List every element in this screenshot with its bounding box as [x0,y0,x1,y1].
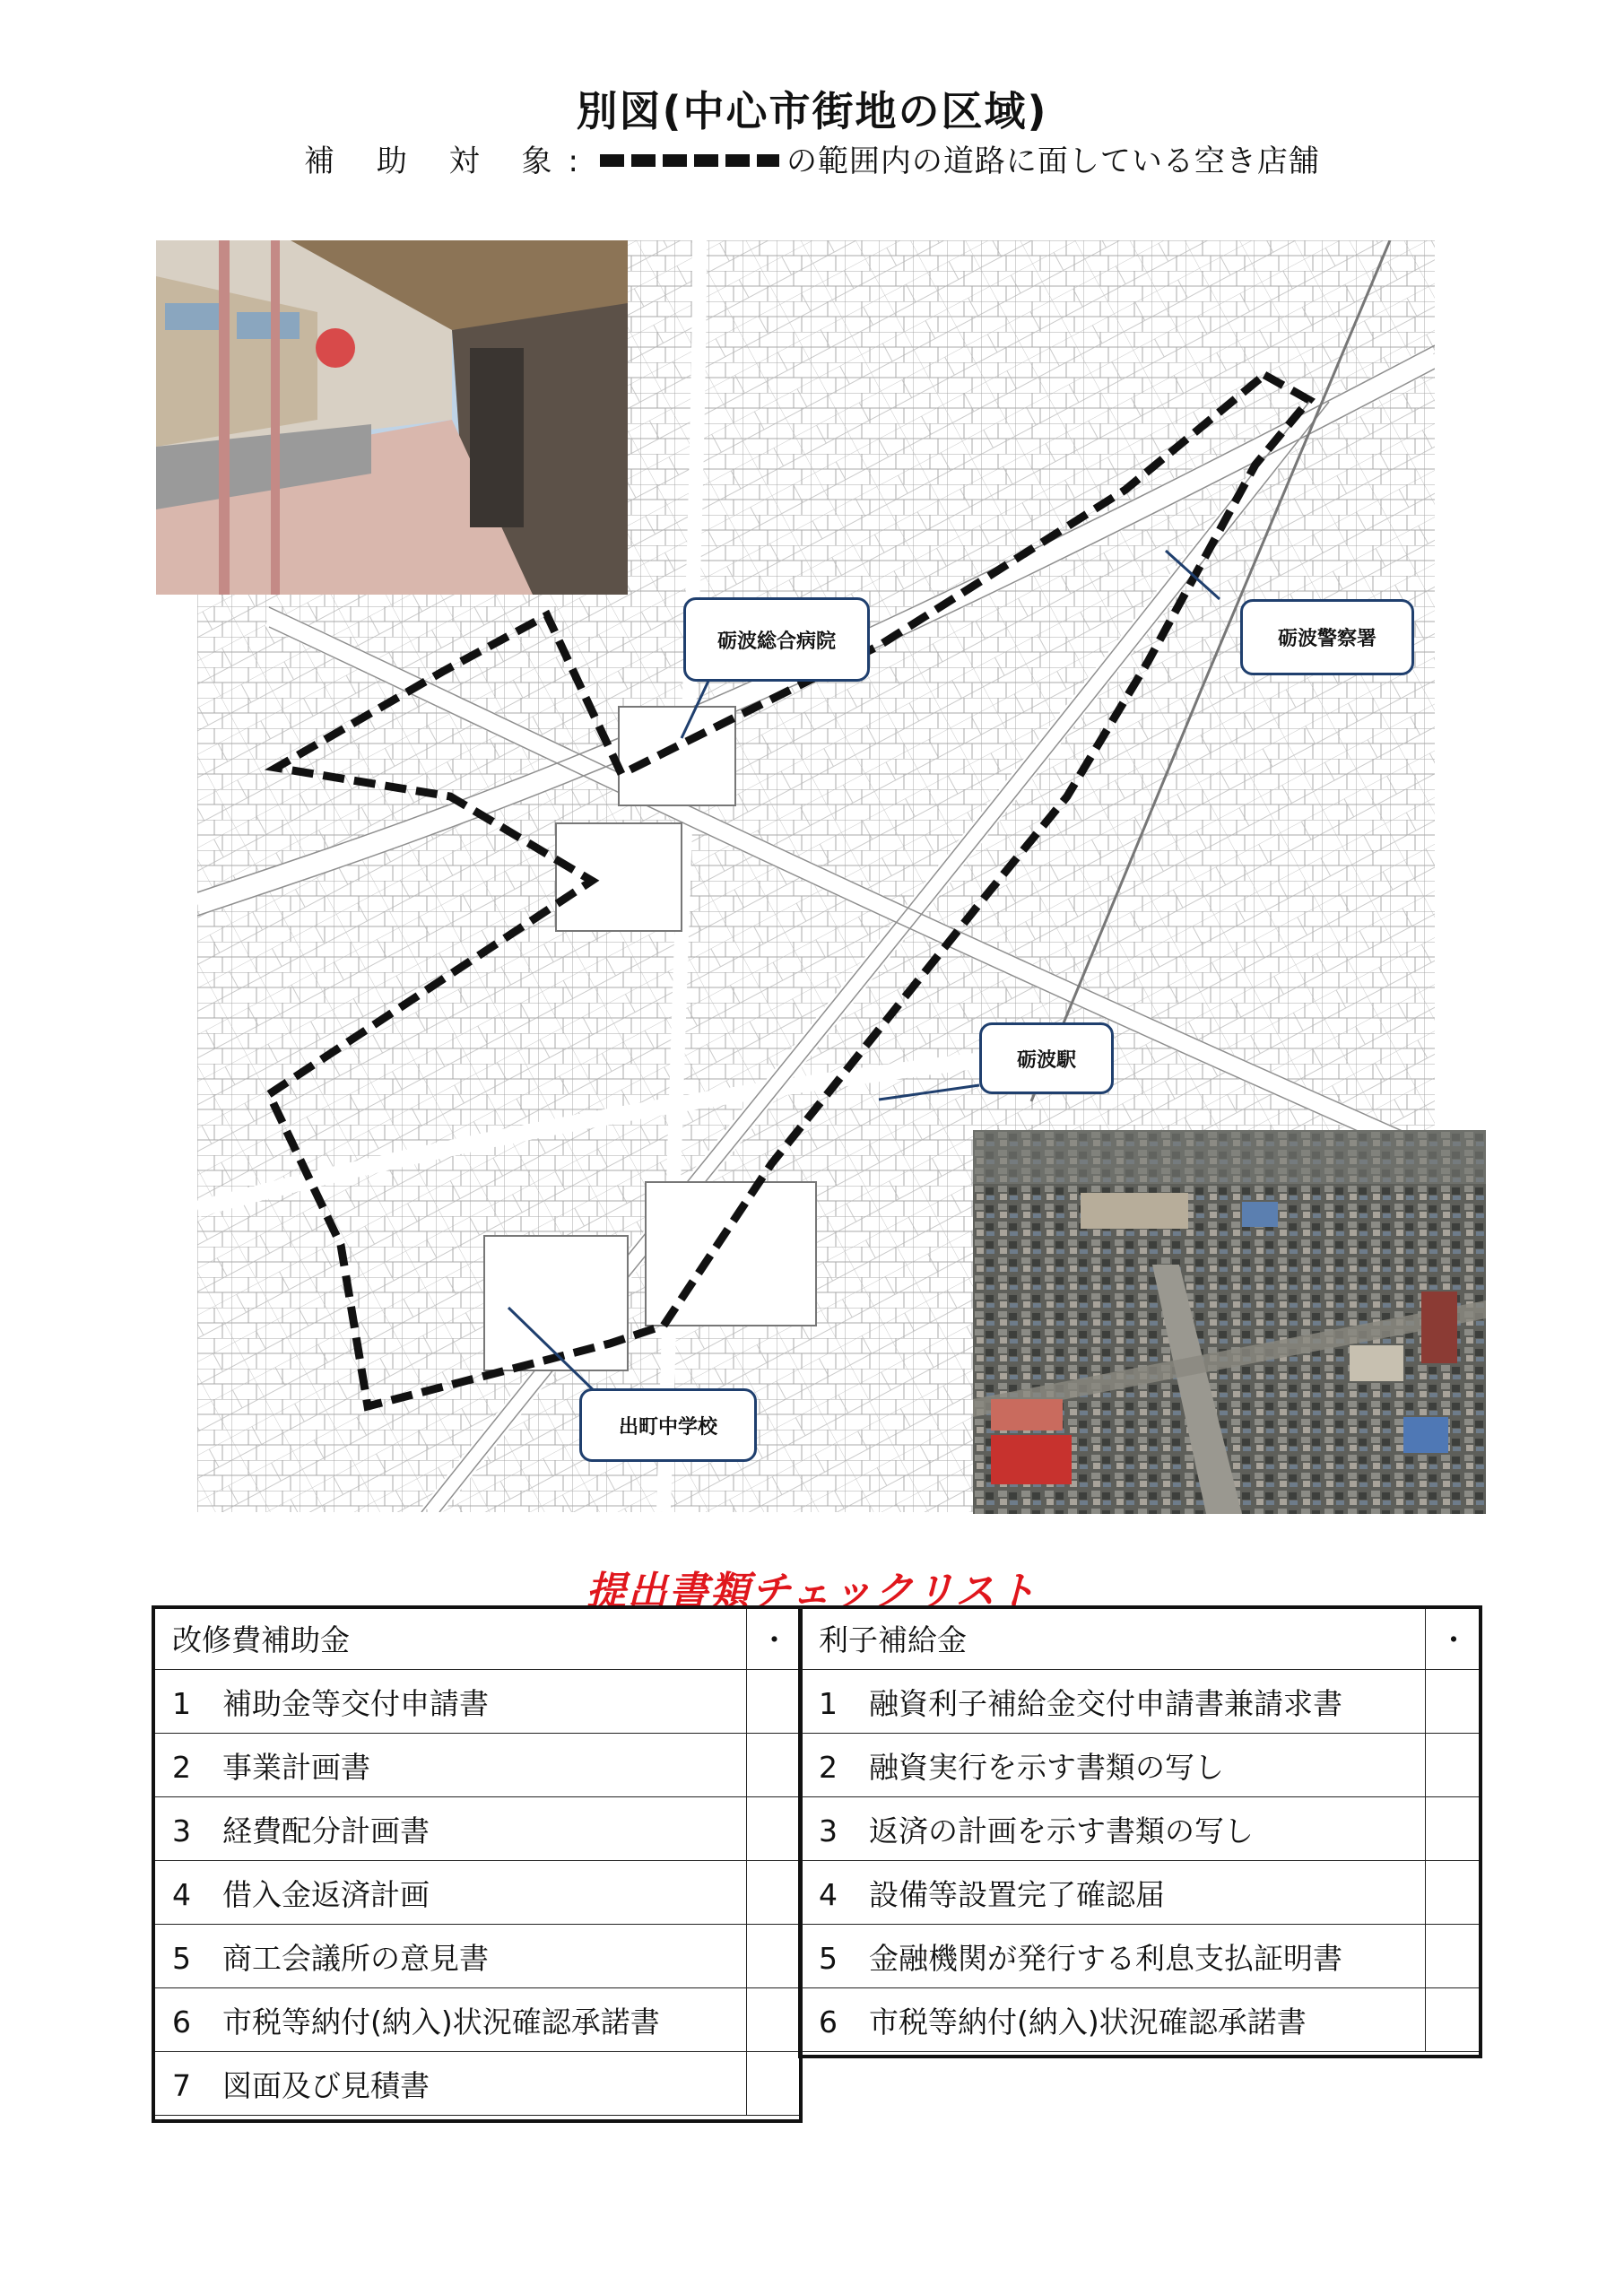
check-box[interactable] [747,1988,803,2052]
item-label: 借入金返済計画 [222,1876,430,1912]
check-box[interactable] [747,1861,803,1925]
checklist-right-table [798,1605,1482,2052]
table-row [799,1988,1482,2052]
check-box[interactable] [1426,1734,1482,1797]
table-header-row [152,1606,803,1670]
checklist-left-table [152,1605,803,2116]
item-number: 7 [172,2067,191,2103]
aerial-photo [973,1130,1486,1514]
check-box[interactable] [1426,1925,1482,1988]
table-row [152,1861,803,1925]
callout-station: 砺波駅 [979,1022,1114,1094]
right-check-header: ・ [1426,1606,1482,1670]
check-box[interactable] [747,1797,803,1861]
check-box[interactable] [1426,1861,1482,1925]
item-number: 2 [172,1749,191,1785]
table-row [799,1861,1482,1925]
dashed-line-legend-icon [600,154,779,167]
callout-police: 砺波警察署 [1240,599,1414,675]
checklist-title: 提出書類チェックリスト [586,1569,1038,1614]
check-box[interactable] [747,1925,803,1988]
item-label: 金融機関が発行する利息支払証明書 [869,1940,1342,1976]
check-box[interactable] [1426,1670,1482,1734]
check-box[interactable] [1426,1797,1482,1861]
item-number: 2 [819,1749,838,1785]
table-row [799,1734,1482,1797]
item-number: 1 [819,1685,838,1721]
table-row [152,2052,803,2116]
item-label: 経費配分計画書 [222,1813,430,1848]
item-number: 1 [172,1685,191,1721]
callout-hospital: 砺波総合病院 [683,597,870,682]
item-label: 融資利子補給金交付申請書兼請求書 [869,1685,1342,1721]
table-row [152,1797,803,1861]
table-row [799,1797,1482,1861]
item-label: 返済の計画を示す書類の写し [869,1813,1254,1848]
item-label: 図面及び見積書 [222,2067,430,2103]
item-number: 6 [172,2004,191,2039]
item-label: 事業計画書 [222,1749,370,1785]
item-label: 設備等設置完了確認届 [869,1876,1165,1912]
check-box[interactable] [747,2052,803,2116]
item-label: 市税等納付(納入)状況確認承諾書 [222,2004,660,2039]
street-photo [156,240,628,595]
item-number: 6 [819,2004,838,2039]
table-row [799,1670,1482,1734]
item-label: 市税等納付(納入)状況確認承諾書 [869,2004,1307,2039]
item-number: 3 [172,1813,191,1848]
page-subtitle [0,136,1624,180]
left-table-header: 改修費補助金 [152,1606,747,1670]
table-row [799,1925,1482,1988]
item-label: 商工会議所の意見書 [222,1940,489,1976]
table-row [152,1670,803,1734]
table-header-row [799,1606,1482,1670]
subtitle-label: 補 助 対 象: [304,144,595,179]
item-number: 5 [819,1940,838,1976]
item-number: 3 [819,1813,838,1848]
table-row [152,1925,803,1988]
check-box[interactable] [747,1734,803,1797]
right-table-header: 利子補給金 [799,1606,1426,1670]
item-label: 融資実行を示す書類の写し [869,1749,1224,1785]
table-row [152,1734,803,1797]
left-check-header: ・ [747,1606,803,1670]
item-number: 4 [172,1876,191,1912]
table-row [152,1988,803,2052]
callout-school: 出町中学校 [579,1388,757,1462]
item-number: 4 [819,1876,838,1912]
check-box[interactable] [1426,1988,1482,2052]
check-box[interactable] [747,1670,803,1734]
item-number: 5 [172,1940,191,1976]
page-title: 別図(中心市街地の区域) [576,87,1048,135]
subtitle-text: の範囲内の道路に面している空き店舗 [786,144,1320,179]
item-label: 補助金等交付申請書 [222,1685,489,1721]
